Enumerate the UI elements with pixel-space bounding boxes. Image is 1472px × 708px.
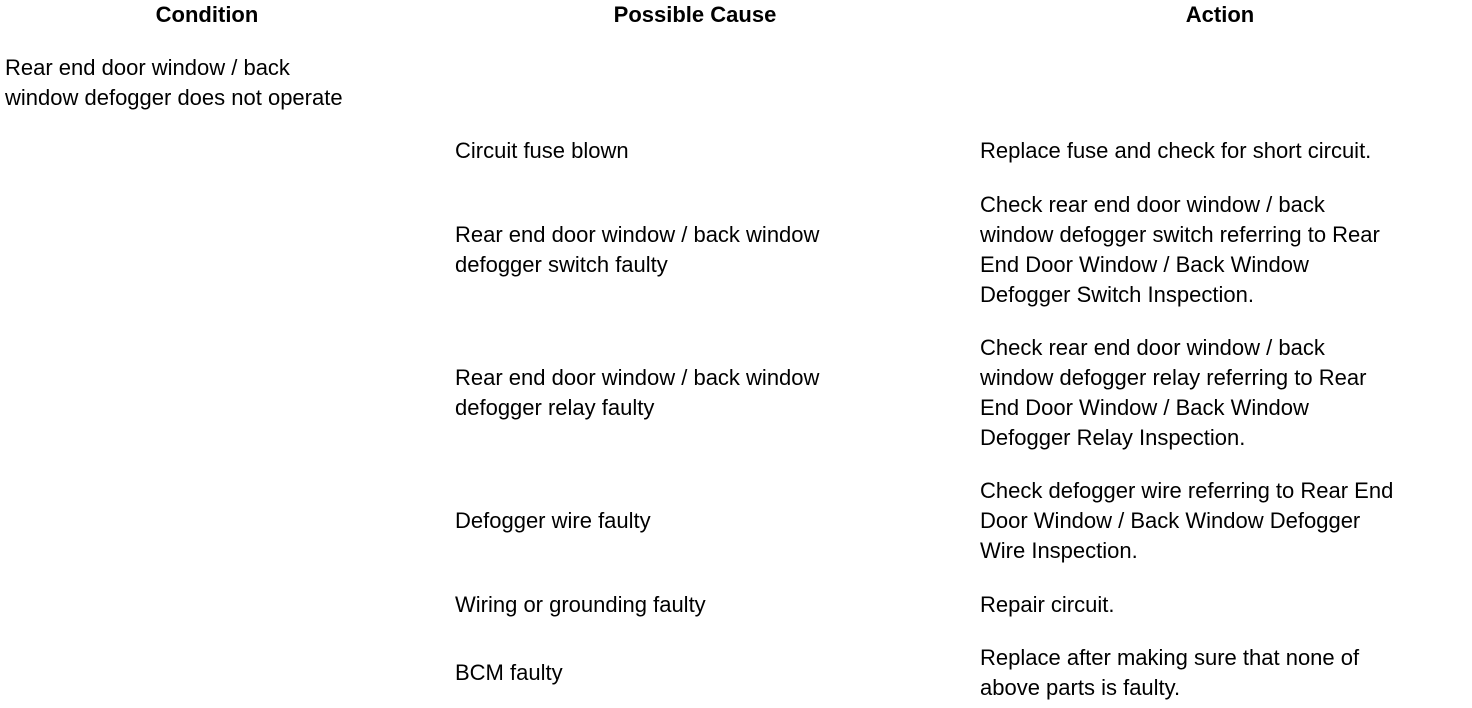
- row-4-cause: Defogger wire faulty: [455, 508, 651, 533]
- row-6-action: Replace after making sure that none of above parts is faulty.: [980, 645, 1360, 700]
- row-6-cause: BCM faulty: [455, 660, 563, 685]
- condition-text: Rear end door window / back window defogger does not operate: [5, 55, 343, 110]
- row-1-action: Replace fuse and check for short circuit.: [980, 138, 1372, 163]
- header-possible-cause: Possible Cause: [613, 2, 777, 27]
- row-5-action: Repair circuit.: [980, 592, 1115, 617]
- row-3-cause: Rear end door window / back window defogger relay faulty: [455, 365, 820, 420]
- row-3-action: Check rear end door window / back window defogger relay referring to Rear End Door Window / Back Window Defogger Relay Inspection.: [980, 335, 1367, 450]
- header-action: Action: [1185, 2, 1255, 27]
- row-5-cause: Wiring or grounding faulty: [455, 592, 706, 617]
- row-1-cause: Circuit fuse blown: [455, 138, 629, 163]
- row-2-action: Check rear end door window / back window defogger switch referring to Rear End Door Window / Back Window Defogger Switch Inspection.: [980, 192, 1380, 307]
- header-condition: Condition: [155, 2, 259, 27]
- row-4-action: Check defogger wire referring to Rear End Door Window / Back Window Defogger Wire Inspection.: [980, 478, 1394, 563]
- row-2-cause: Rear end door window / back window defogger switch faulty: [455, 222, 820, 277]
